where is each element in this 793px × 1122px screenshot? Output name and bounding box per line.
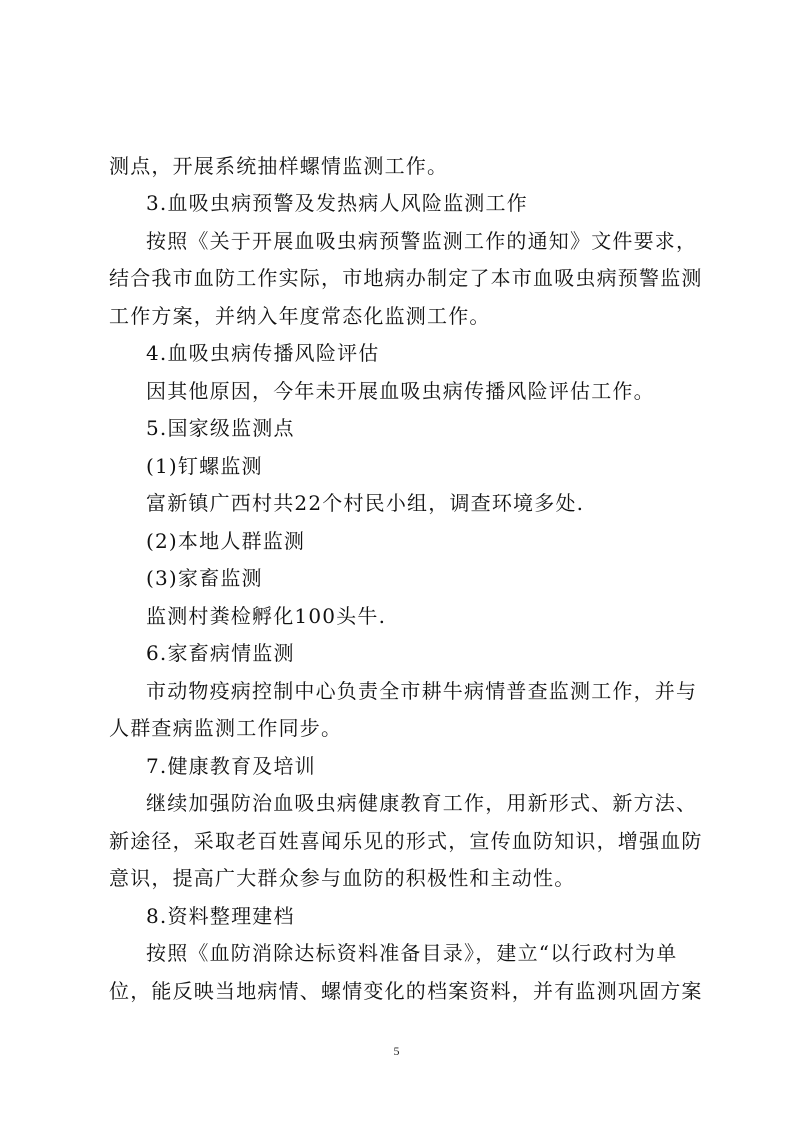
section-heading-4: 4.血吸虫病传播风险评估 — [146, 341, 380, 365]
page-number: 5 — [393, 1044, 400, 1058]
paragraph-line: 工作方案，并纳入年度常态化监测工作。 — [109, 304, 491, 328]
paragraph-line: 市动物疫病控制中心负责全市耕牛病情普查监测工作，并与 — [146, 679, 698, 703]
paragraph-line: 位，能反映当地病情、螺情变化的档案资料，并有监测巩固方案 — [109, 979, 703, 1003]
section-heading-6: 6.家畜病情监测 — [146, 641, 295, 665]
paragraph-line: 按照《血防消除达标资料准备目录》，建立“以行政村为单 — [146, 941, 678, 965]
section-heading-5: 5.国家级监测点 — [146, 416, 295, 440]
section-heading-8: 8.资料整理建档 — [146, 904, 295, 928]
paragraph-line: 按照《关于开展血吸虫病预警监测工作的通知》文件要求， — [146, 229, 698, 253]
paragraph-line: 继续加强防治血吸虫病健康教育工作，用新形式、新方法、 — [146, 791, 698, 815]
subsection-heading: (2)本地人群监测 — [146, 529, 306, 553]
paragraph-line: 富新镇广西村共22个村民小组，调查环境多处. — [146, 491, 585, 515]
paragraph-line: 因其他原因，今年未开展血吸虫病传播风险评估工作。 — [146, 379, 655, 403]
paragraph-line: 人群查病监测工作同步。 — [109, 716, 343, 740]
paragraph-line: 结合我市血防工作实际，市地病办制定了本市血吸虫病预警监测 — [109, 266, 703, 290]
paragraph-line: 监测村粪检孵化100头牛. — [146, 604, 387, 628]
paragraph-line: 测点，开展系统抽样螺情监测工作。 — [109, 154, 449, 178]
paragraph-line: 意识，提高广大群众参与血防的积极性和主动性。 — [109, 866, 576, 890]
section-heading-7: 7.健康教育及培训 — [146, 754, 316, 778]
section-heading-3: 3.血吸虫病预警及发热病人风险监测工作 — [146, 191, 528, 215]
subsection-heading: (3)家畜监测 — [146, 566, 263, 590]
paragraph-line: 新途径，采取老百姓喜闻乐见的形式，宣传血防知识，增强血防 — [109, 829, 703, 853]
subsection-heading: (1)钉螺监测 — [146, 454, 263, 478]
